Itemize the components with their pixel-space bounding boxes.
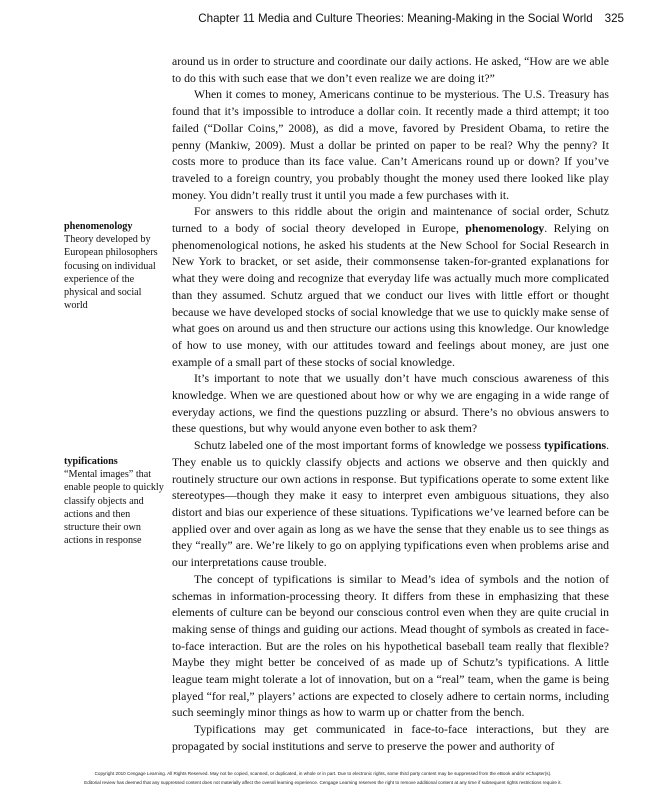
page-number: 325	[604, 12, 624, 25]
paragraph: The concept of typifications is similar to Mead’s idea of symbols and the notion of schemas in information-processing theory. It differs from these in emphasizing that these elements of culture can be beyond our conscious control even when they are quite crucial in making sense of things and guiding our actions. Mead thought of symbols as created in face-to-face interaction. But are the roles on his hypothetical baseball team really that flexible? Maybe they might better be conceived of as made up of Schutz’s typifications. A little league team might tolerate a lot of innovation, but on a “real” team, when the game is being played “for real,” players’ actions are expected to closely adhere to certain norms, including such seemingly minor things as how to warm up or chatter from the bench.	[172, 572, 609, 720]
paragraph-text: For answers to this riddle about the origin and maintenance of social order, Schutz turned to a body of social theory developed in Europe,	[172, 205, 609, 236]
margin-note-typifications	[64, 455, 164, 547]
paragraph-text: . Relying on phenomenological notions, he asked his students at the New School for Social Research in New York to bracket, or set aside, their commonsense taken-for-granted explanations for what they were doing and recognize that everyday life was actually much more complicated than they assumed. Schutz argued that we conduct our lives with little effort or thought because we have developed stocks of social knowledge that we use to quickly make sense of what goes on around us and then structure our actions using this knowledge. Our knowledge of how to use money, with our attitudes toward and feelings about money, are just one example of a small part of these stocks of social knowledge.	[172, 222, 609, 369]
paragraph	[172, 438, 609, 572]
paragraph	[172, 204, 609, 371]
body-text	[172, 54, 609, 756]
copyright-line-2: Editorial review has deemed that any suppressed content does not materially affect the overall learning experience. Cengage Learning reserves the right to remove additional content at any time if subsequent rights restrictions require it.	[84, 780, 562, 785]
margin-note-definition: Theory developed by European philosophers focusing on individual experience of the physical and social world	[64, 234, 158, 312]
key-term-typifications: typifications	[544, 439, 607, 453]
paragraph: It’s important to note that we usually don’t have much conscious awareness of this knowledge. When we are questioned about how or why we are engaging in a wide range of everyday actions, we find the questions puzzling or absurd. There’s no obvious answers to these questions, but why would anyone even bother to ask them?	[172, 372, 609, 436]
margin-note-phenomenology	[64, 220, 164, 312]
running-head	[198, 12, 624, 25]
paragraph: When it comes to money, Americans continue to be mysterious. The U.S. Treasury has found that it’s impossible to introduce a dollar coin. It recently made a third attempt; it too failed (“Dollar Coins,” 2008), as did a move, favored by President Obama, to retire the penny (Mankiw, 2009). Must a dollar be printed on paper to be real? Why the penny? It costs more to produce than its face value. Can’t Americans round up or down? If you’ve traveled to a foreign country, you probably thought the money used there looked like play money. You didn’t really trust it until you made a few purchases with it.	[172, 88, 609, 202]
margin-note-term: typifications	[64, 456, 118, 467]
margin-note-definition: “Mental images” that enable people to quickly classify objects and actions and then structure their own actions in response	[64, 469, 164, 547]
paragraph-text: . They enable us to quickly classify objects and actions we observe and then quickly and routinely structure our own actions in response. But typifications operate to some extent like stereotypes—though they make it easy to interpret even ambiguous situations, they also distort and bias our experience of these situations. Typifications we’ve learned before can be applied over and over again as long as we have the sense that they enable us to see things as they “really” are. We’re likely to go on applying typifications even when problems arise and our interpretations cause trouble.	[172, 439, 609, 570]
chapter-title: Chapter 11 Media and Culture Theories: Meaning-Making in the Social World	[198, 12, 593, 25]
paragraph-text: Schutz labeled one of the most important forms of knowledge we possess	[194, 439, 545, 453]
margin-note-term: phenomenology	[64, 221, 133, 232]
copyright-line-1: Copyright 2010 Cengage Learning. All Rights Reserved. May not be copied, scanned, or duplicated, in whole or in part. Due to electronic rights, some third party content may be suppressed from the eBook and/or eChapter(s).	[94, 771, 552, 776]
paragraph: around us in order to structure and coordinate our daily actions. He asked, “How are we able to do this with such ease that we don’t even realize we are doing it?”	[172, 55, 609, 85]
key-term-phenomenology: phenomenology	[465, 222, 545, 236]
paragraph: Typifications may get communicated in face-to-face interactions, but they are propagated by social institutions and serve to preserve the power and authority of	[172, 723, 609, 753]
